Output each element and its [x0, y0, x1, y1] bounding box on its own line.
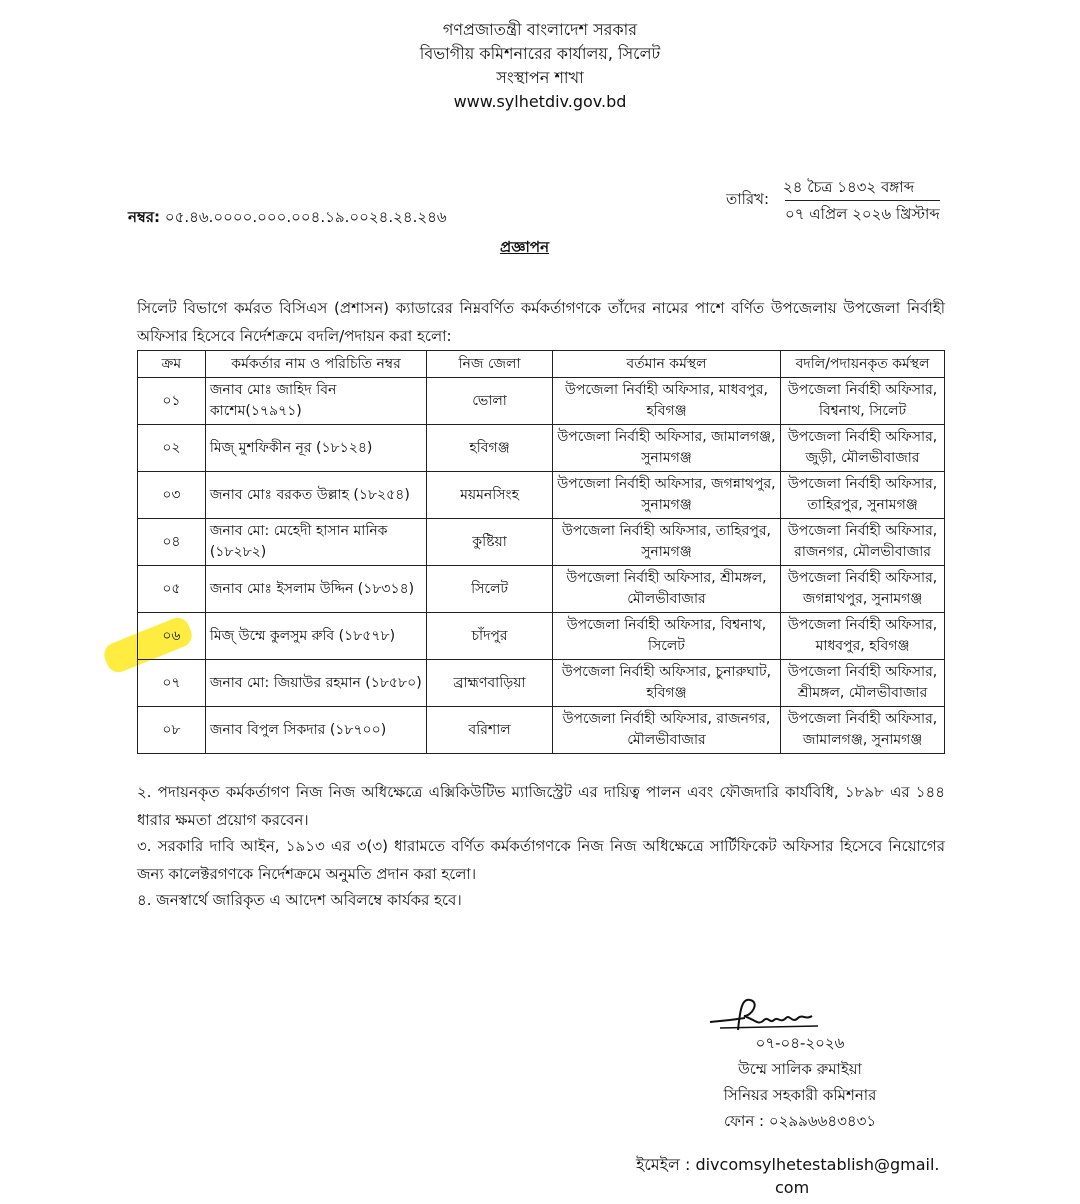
- email-address[interactable]: divcomsylhetestablish@gmail.: [695, 1155, 940, 1174]
- cell-district: বরিশাল: [427, 707, 553, 754]
- cell-new: উপজেলা নির্বাহী অফিসার, তাহিরপুর, সুনামগঞ্জ: [781, 472, 945, 519]
- signatory-phone: ফোন : ০২৯৯৬৬৪৩৪৩১: [723, 1112, 877, 1130]
- cell-new: উপজেলা নির্বাহী অফিসার, মাধবপুর, হবিগঞ্জ: [781, 613, 945, 660]
- cell-serial: ০৫: [138, 566, 206, 613]
- cell-new: উপজেলা নির্বাহী অফিসার, শ্রীমঙ্গল, মৌলভীবাজার: [781, 660, 945, 707]
- document-title: প্রজ্ঞাপন: [500, 238, 550, 256]
- signature-date: ০৭-০৪-২০২৬: [755, 1034, 845, 1052]
- cell-serial: ০৩: [138, 472, 206, 519]
- cell-name: মিজ্ উম্মে কুলসুম রুবি (১৮৫৭৮): [205, 613, 426, 660]
- table-row: [138, 566, 945, 613]
- cell-current: উপজেলা নির্বাহী অফিসার, চুনারুঘাট, হবিগঞ্জ: [552, 660, 780, 707]
- office-name: বিভাগীয় কমিশনারের কার্যালয়, সিলেট: [419, 44, 661, 63]
- cell-name: জনাব মোঃ ইসলাম উদ্দিন (১৮৩১৪): [205, 566, 426, 613]
- cell-district: চাঁদপুর: [427, 613, 553, 660]
- header-serial: ক্রম: [138, 351, 206, 378]
- transfer-table: [137, 350, 945, 754]
- header-new: বদলি/পদায়নকৃত কর্মস্থল: [781, 351, 945, 378]
- date-label: তারিখ:: [726, 190, 770, 208]
- cell-name: জনাব বিপুল সিকদার (১৮৭০০): [205, 707, 426, 754]
- table-row: [138, 707, 945, 754]
- cell-district: কুষ্টিয়া: [427, 519, 553, 566]
- header-district: নিজ জেলা: [427, 351, 553, 378]
- cell-new: উপজেলা নির্বাহী অফিসার, জগন্নাথপুর, সুনামগঞ্জ: [781, 566, 945, 613]
- cell-district: সিলেট: [427, 566, 553, 613]
- cell-name: জনাব মো: জিয়াউর রহমান (১৮৫৮০): [205, 660, 426, 707]
- cell-district: ভোলা: [427, 378, 553, 425]
- email-label: ইমেইল :: [636, 1155, 691, 1174]
- table-row: [138, 613, 945, 660]
- table-row: [138, 472, 945, 519]
- paragraph-3: ৩. সরকারি দাবি আইন, ১৯১৩ এর ৩(৩) ধারামতে বর্ণিত কর্মকর্তাগণকে নিজ নিজ অধিক্ষেত্রে সার্টিফিকেট অফিসার হিসেবে নিয়োগের জন্য কালেক্টরগণকে নির্দেশক্রমে অনুমতি প্রদান করা হলো।: [137, 837, 945, 883]
- cell-new: উপজেলা নির্বাহী অফিসার, বিশ্বনাথ, সিলেট: [781, 378, 945, 425]
- header-current: বর্তমান কর্মস্থল: [552, 351, 780, 378]
- cell-new: উপজেলা নির্বাহী অফিসার, রাজনগর, মৌলভীবাজার: [781, 519, 945, 566]
- signatory-designation: সিনিয়র সহকারী কমিশনার: [723, 1086, 877, 1104]
- table-row: [138, 378, 945, 425]
- cell-name: জনাব মো: মেহেদী হাসান মানিক (১৮২৮২): [205, 519, 426, 566]
- paragraph-4: ৪. জনস্বার্থে জারিকৃত এ আদেশ অবিলম্বে কার্যকর হবে।: [137, 891, 462, 909]
- cell-serial: ০৪: [138, 519, 206, 566]
- cell-name: জনাব মোঃ জাহিদ বিন কাশেম(১৭৯৭১): [205, 378, 426, 425]
- email-address-continued[interactable]: com: [775, 1178, 810, 1197]
- gov-name: গণপ্রজাতন্ত্রী বাংলাদেশ সরকার: [442, 20, 638, 39]
- table-row: [138, 519, 945, 566]
- cell-current: উপজেলা নির্বাহী অফিসার, জামালগঞ্জ, সুনামগঞ্জ: [552, 425, 780, 472]
- memo-number: ০৫.৪৬.০০০০.০০০.০০৪.১৯.০০২৪.২৪.২৪৬: [164, 208, 447, 226]
- cell-serial: ০১: [138, 378, 206, 425]
- date-bangla: ২৪ চৈত্র ১৪৩২ বঙ্গাব্দ: [783, 178, 915, 196]
- cell-current: উপজেলা নির্বাহী অফিসার, শ্রীমঙ্গল, মৌলভীবাজার: [552, 566, 780, 613]
- cell-serial: ০৭: [138, 660, 206, 707]
- section-name: সংস্থাপন শাখা: [496, 68, 584, 87]
- paragraph-2: ২. পদায়নকৃত কর্মকর্তাগণ নিজ নিজ অধিক্ষেত্রে এক্সিকিউটিভ ম্যাজিস্ট্রেট এর দায়িত্ব পালন এবং ফৌজদারি কার্যবিধি, ১৮৯৮ এর ১৪৪ ধারার ক্ষমতা প্রয়োগ করবেন।: [137, 783, 945, 829]
- memo-number-label: নম্বর:: [128, 208, 161, 226]
- cell-current: উপজেলা নির্বাহী অফিসার, রাজনগর, মৌলভীবাজার: [552, 707, 780, 754]
- cell-new: উপজেলা নির্বাহী অফিসার, জুড়ী, মৌলভীবাজার: [781, 425, 945, 472]
- cell-serial: ০৬: [138, 613, 206, 660]
- cell-serial: ০৮: [138, 707, 206, 754]
- cell-district: হবিগঞ্জ: [427, 425, 553, 472]
- cell-district: ব্রাহ্মণবাড়িয়া: [427, 660, 553, 707]
- cell-name: জনাব মোঃ বরকত উল্লাহ (১৮২৫৪): [205, 472, 426, 519]
- cell-serial: ০২: [138, 425, 206, 472]
- cell-current: উপজেলা নির্বাহী অফিসার, মাধবপুর, হবিগঞ্জ: [552, 378, 780, 425]
- memo-number-row: [128, 206, 447, 231]
- date-gregorian: ০৭ এপ্রিল ২০২৬ খ্রিস্টাব্দ: [785, 200, 940, 228]
- cell-name: মিজ্ মুশফিকীন নূর (১৮১২৪): [205, 425, 426, 472]
- header-name: কর্মকর্তার নাম ও পরিচিতি নম্বর: [205, 351, 426, 378]
- table-header-row: [138, 351, 945, 378]
- cell-current: উপজেলা নির্বাহী অফিসার, বিশ্বনাথ, সিলেট: [552, 613, 780, 660]
- cell-district: ময়মনসিংহ: [427, 472, 553, 519]
- table-row: [138, 660, 945, 707]
- cell-current: উপজেলা নির্বাহী অফিসার, জগন্নাথপুর, সুনামগঞ্জ: [552, 472, 780, 519]
- cell-new: উপজেলা নির্বাহী অফিসার, জামালগঞ্জ, সুনামগঞ্জ: [781, 707, 945, 754]
- website-link[interactable]: www.sylhetdiv.gov.bd: [453, 92, 627, 111]
- intro-paragraph: সিলেট বিভাগে কর্মরত বিসিএস (প্রশাসন) ক্যাডারের নিম্নবর্ণিত কর্মকর্তাগণকে তাঁদের নামের পাশে বর্ণিত উপজেলায় উপজেলা নির্বাহী অফিসার হিসেবে নির্দেশক্রমে বদলি/পদায়ন করা হলো:: [137, 299, 945, 345]
- signatory-name: উম্মে সালিক রুমাইয়া: [738, 1060, 862, 1078]
- cell-current: উপজেলা নির্বাহী অফিসার, তাহিরপুর, সুনামগঞ্জ: [552, 519, 780, 566]
- table-row: [138, 425, 945, 472]
- signatory-email-row: [636, 1152, 940, 1179]
